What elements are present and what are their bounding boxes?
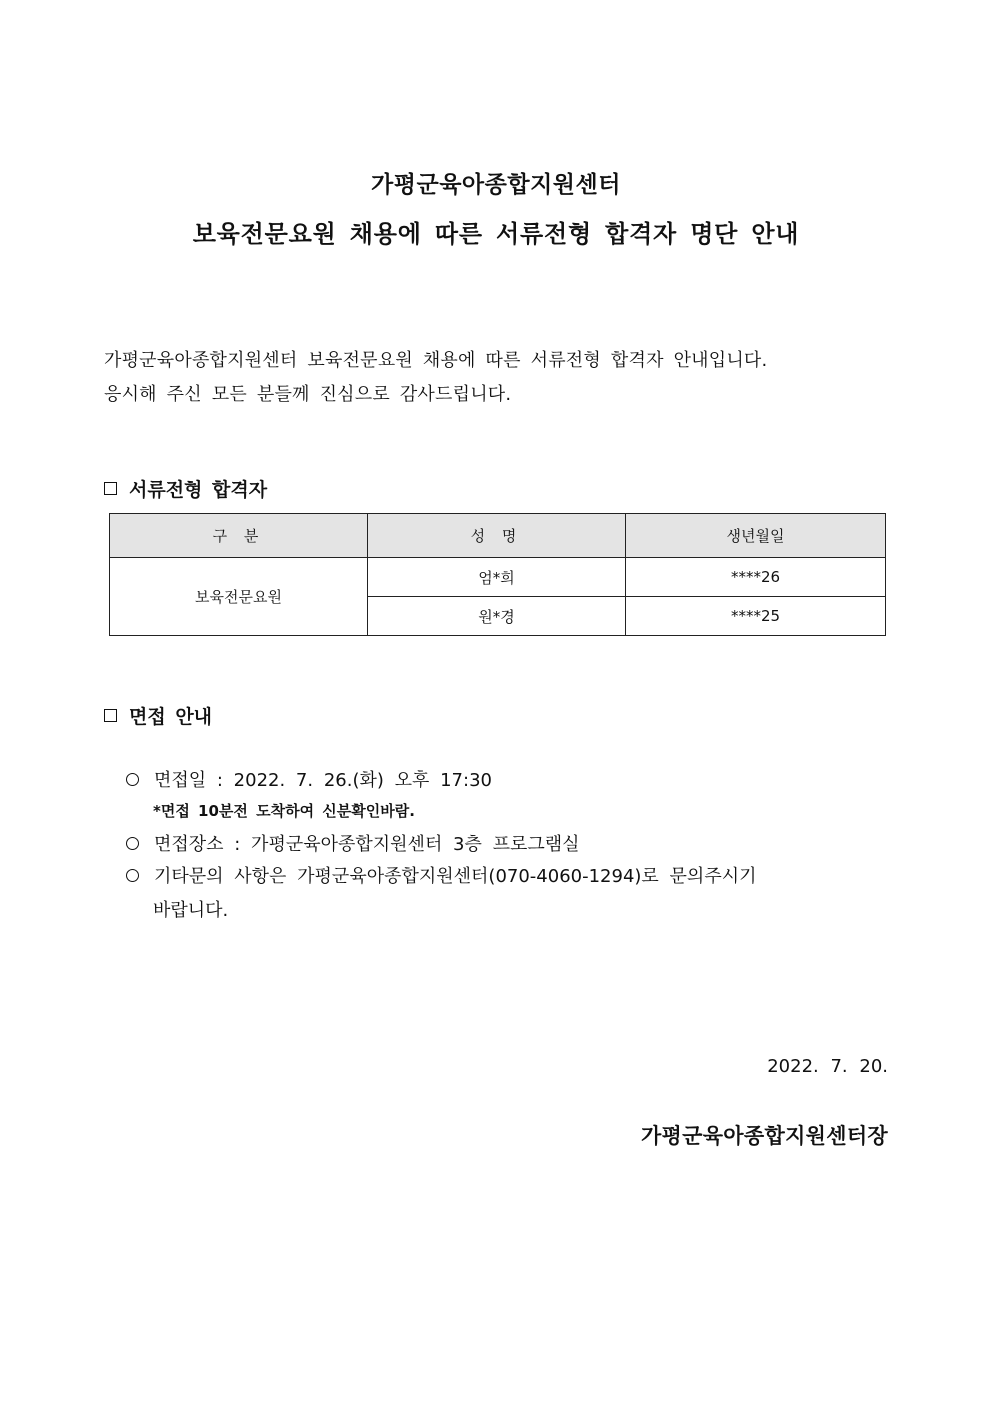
table-cell-category: 보육전문요원	[110, 558, 368, 636]
circle-bullet-icon	[126, 837, 139, 850]
table-header-birth: 생년월일	[626, 514, 886, 558]
circle-bullet-icon	[126, 869, 139, 882]
table-cell-name: 엄*희	[368, 558, 626, 597]
intro-line: 응시해 주신 모든 분들께 진심으로 감사드립니다.	[104, 384, 512, 405]
interview-place-item	[126, 830, 580, 856]
intro-line: 가평군육아종합지원센터 보육전문요원 채용에 따른 서류전형 합격자 안내입니다.	[104, 350, 768, 371]
document-date: 2022. 7. 20.	[767, 1056, 888, 1077]
interview-place-text: 면접장소 : 가평군육아종합지원센터 3층 프로그램실	[154, 834, 580, 855]
contact-item	[126, 862, 756, 888]
table-header-name: 성 명	[368, 514, 626, 558]
document-title-org: 가평군육아종합지원센터	[371, 172, 621, 198]
circle-bullet-icon	[126, 773, 139, 786]
checkbox-square-icon	[104, 709, 117, 722]
document-title: 보육전문요원 채용에 따른 서류전형 합격자 명단 안내	[192, 220, 800, 248]
contact-text-continued: 바랍니다.	[153, 900, 229, 921]
table-cell-name: 원*경	[368, 597, 626, 636]
intro-paragraph	[104, 344, 924, 412]
section-heading-label: 서류전형 합격자	[129, 479, 268, 501]
section-heading-interview	[104, 702, 212, 729]
table-header-row	[110, 514, 886, 558]
interview-date-item	[126, 766, 492, 792]
interview-date-text: 면접일 : 2022. 7. 26.(화) 오후 17:30	[154, 770, 492, 791]
table-cell-birth: ****26	[626, 558, 886, 597]
signature: 가평군육아종합지원센터장	[640, 1124, 888, 1148]
section-heading-label: 면접 안내	[129, 706, 213, 728]
table-row	[110, 558, 886, 597]
checkbox-square-icon	[104, 482, 117, 495]
table-cell-birth: ****25	[626, 597, 886, 636]
results-table	[109, 513, 886, 636]
table-header-category: 구 분	[110, 514, 368, 558]
interview-note: *면접 10분전 도착하여 신분확인바람.	[153, 802, 415, 820]
contact-text: 기타문의 사항은 가평군육아종합지원센터(070-4060-1294)로 문의주시기	[154, 866, 757, 887]
section-heading-results	[104, 475, 267, 502]
